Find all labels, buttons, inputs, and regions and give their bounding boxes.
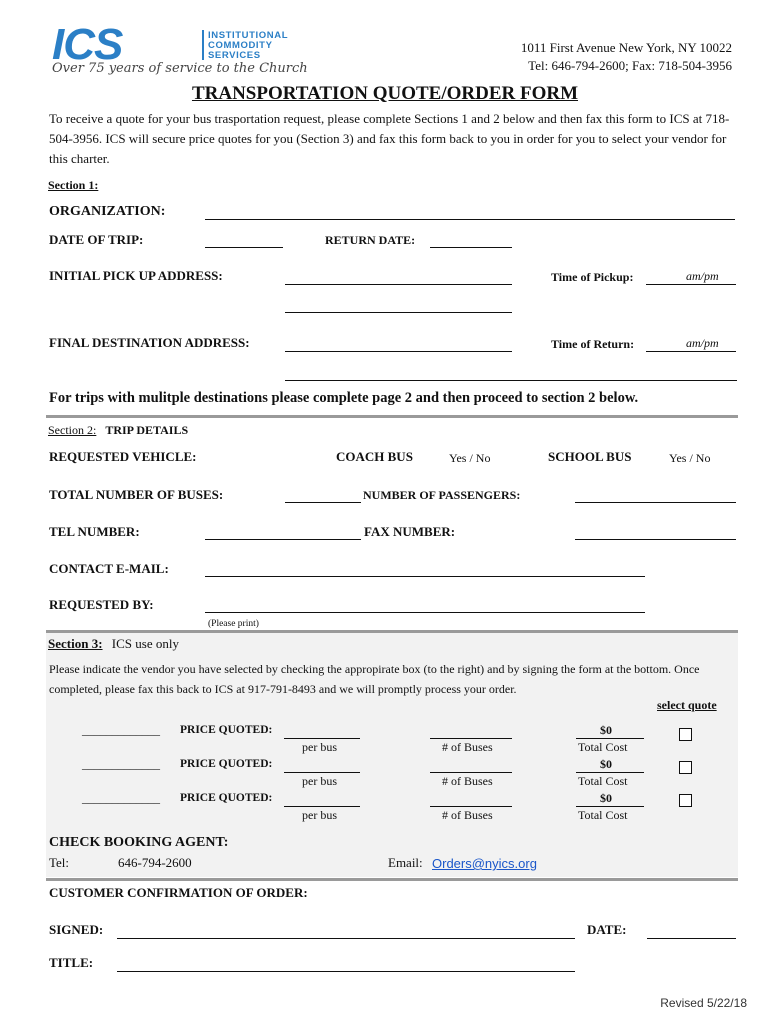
- agent-email-link[interactable]: Orders@nyics.org: [432, 856, 537, 871]
- time-of-return-label: Time of Return:: [551, 337, 635, 351]
- select-quote-label: select quote: [657, 698, 717, 712]
- section2-title: TRIP DETAILS: [105, 423, 189, 437]
- price-quoted-label: PRICE QUOTED:: [180, 724, 273, 736]
- requested-by-label: REQUESTED BY:: [49, 597, 154, 612]
- signature-field[interactable]: [117, 938, 575, 939]
- time-of-pickup-label: Time of Pickup:: [551, 270, 634, 284]
- initial-pickup-label: INITIAL PICK UP ADDRESS:: [49, 268, 223, 283]
- initial-pickup-field-2[interactable]: [285, 312, 512, 313]
- section3-title: ICS use only: [111, 636, 179, 651]
- per-bus-label: per bus: [302, 808, 337, 822]
- contact-email-field[interactable]: [205, 576, 645, 577]
- select-quote-checkbox[interactable]: [679, 728, 692, 741]
- organization-field[interactable]: [205, 219, 735, 220]
- num-buses-label: # of Buses: [442, 774, 493, 788]
- logo-text: ICS: [52, 20, 123, 69]
- total-cost-line: [576, 806, 644, 807]
- please-print-note: (Please print): [208, 619, 259, 629]
- price-quoted-field[interactable]: [284, 806, 360, 807]
- ampm-return: am/pm: [686, 336, 719, 350]
- num-buses-label: # of Buses: [442, 740, 493, 754]
- agent-tel-value: 646-794-2600: [118, 855, 192, 870]
- num-passengers-field[interactable]: [575, 502, 736, 503]
- title-field[interactable]: [117, 971, 575, 972]
- tel-number-label: TEL NUMBER:: [49, 524, 140, 539]
- school-bus-label: SCHOOL BUS: [548, 449, 632, 464]
- booking-agent-label: CHECK BOOKING AGENT:: [49, 835, 229, 850]
- quote-vendor-blank[interactable]: _____________: [82, 723, 160, 737]
- requested-by-field[interactable]: [205, 612, 645, 613]
- tel-number-field[interactable]: [205, 539, 361, 540]
- date-label: DATE:: [587, 922, 627, 937]
- num-buses-label: # of Buses: [442, 808, 493, 822]
- page-title: TRANSPORTATION QUOTE/ORDER FORM: [191, 83, 579, 104]
- return-date-field[interactable]: [430, 247, 512, 248]
- agent-tel-label: Tel:: [49, 855, 70, 870]
- logo-subtitle: INSTITUTIONAL COMMODITY SERVICES: [208, 30, 289, 61]
- fax-number-label: FAX NUMBER:: [364, 524, 456, 539]
- price-quoted-label: PRICE QUOTED:: [180, 758, 273, 770]
- section2-header: [48, 423, 188, 438]
- total-cost-label: Total Cost: [578, 774, 628, 788]
- time-of-return-field[interactable]: [646, 351, 736, 352]
- total-cost-value: $0: [600, 723, 612, 737]
- section1-heading: Section 1:: [48, 178, 99, 192]
- organization-label: ORGANIZATION:: [49, 204, 166, 219]
- price-quoted-label: PRICE QUOTED:: [180, 792, 273, 804]
- section-divider-1: [46, 415, 738, 418]
- total-cost-value: $0: [600, 791, 612, 805]
- section3-instructions: Please indicate the vendor you have selected by checking the appropirate box (to the right) and by signing the form at the bottom. Once completed, please fax this back to ICS at 917-791-8493 and we will promptly process your order.: [49, 662, 700, 696]
- requested-vehicle-label: REQUESTED VEHICLE:: [49, 449, 197, 464]
- total-cost-value: $0: [600, 757, 612, 771]
- section2-heading: Section 2:: [48, 423, 97, 437]
- return-date-label: RETURN DATE:: [325, 233, 416, 247]
- company-contact: Tel: 646-794-2600; Fax: 718-504-3956: [528, 58, 732, 73]
- intro-text: To receive a quote for your bus trasportation request, please complete Sections 1 and 2 below and then fax this form to ICS at 718-504-3956. ICS will secure price quotes for you (Section 3) and fax this form back to you in order for you to select your vendor for this charter.: [49, 111, 730, 166]
- quote-vendor-blank[interactable]: _____________: [82, 791, 160, 805]
- total-cost-line: [576, 738, 644, 739]
- logo-tagline: Over 75 years of service to the Church: [52, 61, 308, 76]
- logo-divider: [202, 30, 204, 60]
- section3-heading: Section 3:: [48, 636, 103, 651]
- agent-email-label: Email:: [388, 855, 423, 870]
- confirmation-heading: CUSTOMER CONFIRMATION OF ORDER:: [49, 885, 308, 900]
- time-of-pickup-field[interactable]: [646, 284, 736, 285]
- quote-vendor-blank[interactable]: _____________: [82, 757, 160, 771]
- contact-email-label: CONTACT E-MAIL:: [49, 561, 169, 576]
- section3-header: [48, 636, 179, 652]
- section-divider-3: [46, 878, 738, 881]
- final-destination-label: FINAL DESTINATION ADDRESS:: [49, 335, 250, 350]
- num-passengers-label: NUMBER OF PASSENGERS:: [363, 488, 521, 502]
- total-buses-label: TOTAL NUMBER OF BUSES:: [49, 487, 224, 502]
- total-cost-label: Total Cost: [578, 740, 628, 754]
- num-buses-field[interactable]: [430, 806, 512, 807]
- multi-destination-note: For trips with mulitple destinations please complete page 2 and then proceed to section 2 below.: [49, 390, 639, 406]
- price-quoted-field[interactable]: [284, 738, 360, 739]
- per-bus-label: per bus: [302, 740, 337, 754]
- final-destination-field-1[interactable]: [285, 351, 512, 352]
- total-buses-field[interactable]: [285, 502, 361, 503]
- select-quote-checkbox[interactable]: [679, 794, 692, 807]
- total-cost-label: Total Cost: [578, 808, 628, 822]
- initial-pickup-field-1[interactable]: [285, 284, 512, 285]
- confirmation-date-field[interactable]: [647, 938, 736, 939]
- school-bus-yes-no[interactable]: Yes / No: [669, 451, 711, 465]
- coach-bus-yes-no[interactable]: Yes / No: [449, 451, 491, 465]
- signed-label: SIGNED:: [49, 922, 104, 937]
- coach-bus-label: COACH BUS: [336, 449, 413, 464]
- title-label: TITLE:: [49, 955, 94, 970]
- num-buses-field[interactable]: [430, 772, 512, 773]
- date-of-trip-label: DATE OF TRIP:: [49, 232, 144, 247]
- fax-number-field[interactable]: [575, 539, 736, 540]
- per-bus-label: per bus: [302, 774, 337, 788]
- final-destination-field-2[interactable]: [285, 380, 737, 381]
- price-quoted-field[interactable]: [284, 772, 360, 773]
- revised-date: Revised 5/22/18: [660, 996, 747, 1010]
- ampm-pickup: am/pm: [686, 269, 719, 283]
- select-quote-checkbox[interactable]: [679, 761, 692, 774]
- total-cost-line: [576, 772, 644, 773]
- date-of-trip-field[interactable]: [205, 247, 283, 248]
- num-buses-field[interactable]: [430, 738, 512, 739]
- ics-logo: [50, 20, 315, 80]
- company-address: 1011 First Avenue New York, NY 10022: [520, 40, 732, 55]
